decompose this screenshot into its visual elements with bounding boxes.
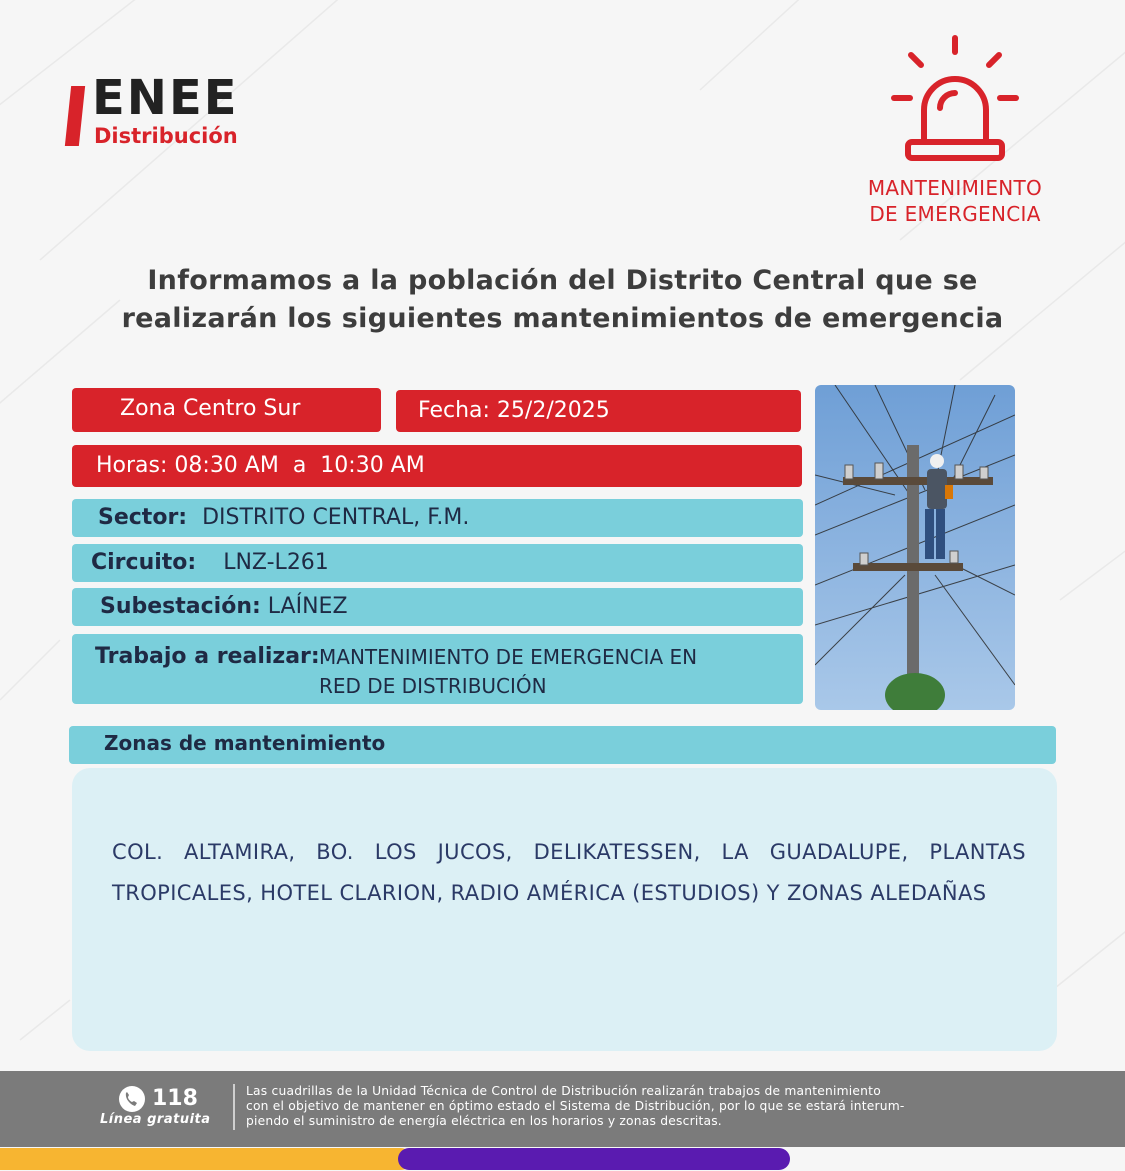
date-badge: [396, 390, 801, 432]
hours-value: 08:30 AM a 10:30 AM: [174, 453, 425, 478]
footer-note: Las cuadrillas de la Unidad Técnica de Control de Distribución realizarán trabajos de mantenimiento con el objetivo de mantener en óptimo estado el Sistema de Distribución, por lo que se estará interum- piendo el suministro de energía eléctrica en los horarios y zonas descritas.: [246, 1084, 905, 1128]
date-label: Fecha:: [418, 398, 490, 423]
zone-value: Zona Centro Sur: [120, 396, 301, 421]
work-label: Trabajo a realizar:: [95, 644, 320, 669]
logo-wordmark: ENEE: [92, 70, 239, 126]
headline: Informamos a la población del Distrito Central que se realizarán los siguientes mantenimientos de emergencia: [121, 265, 1004, 334]
emergency-title: MANTENIMIENTO DE EMERGENCIA: [867, 176, 1043, 226]
work-row: [72, 634, 803, 704]
substation-label: Subestación:: [100, 594, 261, 619]
phone-icon: [114, 1085, 150, 1113]
zones-header-label: Zonas de mantenimiento: [104, 731, 386, 755]
circuit-label: Circuito:: [91, 550, 197, 575]
hours-badge: [72, 445, 802, 487]
hotline: [100, 1084, 220, 1134]
logo-mark: [65, 86, 85, 146]
lineman-photo: [815, 385, 1015, 710]
accent-stripe-purple: [398, 1148, 790, 1170]
sector-label: Sector:: [98, 505, 188, 530]
work-value-line2: RED DE DISTRIBUCIÓN: [319, 674, 547, 698]
footer-divider: [233, 1084, 235, 1130]
hotline-number: 118: [152, 1086, 198, 1111]
zones-list: COL. ALTAMIRA, BO. LOS JUCOS, DELIKATESSEN, LA GUADALUPE, PLANTAS TROPICALES, HOTEL CLARION, RADIO AMÉRICA (ESTUDIOS) Y ZONAS ALEDAÑAS: [112, 840, 1026, 905]
accent-stripe-orange: [0, 1148, 412, 1170]
date-value: 25/2/2025: [496, 398, 610, 423]
logo-subtitle: Distribución: [94, 124, 238, 148]
sector-row: [72, 499, 803, 537]
enee-logo: [66, 70, 296, 154]
zones-header: [69, 726, 1056, 764]
hotline-label: Línea gratuita: [100, 1112, 211, 1127]
zone-badge: [72, 388, 381, 432]
circuit-value: LNZ-L261: [223, 550, 329, 575]
substation-value: LAÍNEZ: [267, 594, 348, 619]
emergency-siren-icon: [880, 30, 1030, 165]
substation-row: [72, 588, 803, 626]
circuit-row: [72, 544, 803, 582]
sector-value: DISTRITO CENTRAL, F.M.: [202, 505, 470, 530]
hours-label: Horas:: [96, 453, 168, 478]
work-value-line1: MANTENIMIENTO DE EMERGENCIA EN: [319, 645, 698, 669]
